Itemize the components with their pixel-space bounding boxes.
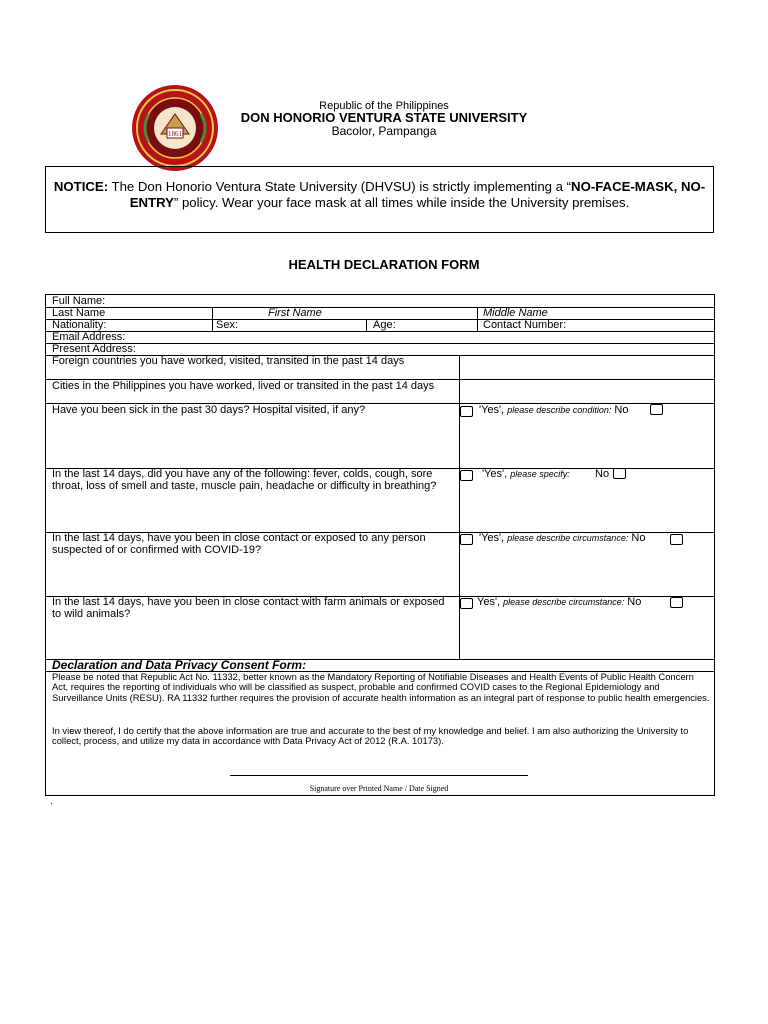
notice-box	[45, 166, 714, 233]
university-name: DON HONORIO VENTURA STATE UNIVERSITY	[240, 110, 528, 125]
last-name-label: Last Name	[52, 307, 106, 319]
notice-text: The Don Honorio Ventura State University (DHVSU) is strictly implementing a “	[108, 179, 572, 194]
question-animals-label: In the last 14 days, have you been in close contact with farm animals or exposed to wild animals?	[52, 596, 445, 620]
question-symptoms-no-checkbox[interactable]	[613, 468, 626, 479]
svg-text:1861: 1861	[168, 130, 182, 138]
question-covid-contact-label: In the last 14 days, have you been in close contact or exposed to any person suspected of or confirmed with COVID-19?	[52, 532, 426, 556]
age-label: Age:	[373, 319, 396, 331]
sex-label: Sex:	[216, 319, 239, 331]
question-symptoms-no-label: No	[595, 468, 610, 480]
declaration-title: Declaration and Data Privacy Consent Form:	[52, 658, 307, 672]
question-animals-yes-checkbox[interactable]	[460, 598, 473, 609]
health-declaration-form	[45, 294, 715, 796]
question-sick-yes-label: 'Yes', please describe condition: No	[479, 404, 629, 416]
footer-mark: .	[50, 796, 53, 807]
declaration-paragraph-2: In view thereof, I do certify that the above information are true and accurate to the best of my knowledge and belief. I am also authorizing the University to collect, process, and utilize my data in accordance with Data Privacy Act of 2012 (R.A. 10173).	[52, 725, 689, 747]
question-symptoms-yes-checkbox[interactable]	[460, 470, 473, 481]
question-symptoms-label: In the last 14 days, did you have any of the following: fever, colds, cough, sore throat, loss of smell and taste, muscle pain, headache or difficulty in breathing?	[52, 468, 437, 492]
signature-caption: Signature over Printed Name / Date Signed	[309, 784, 449, 793]
question-covid-contact-yes-label: 'Yes', please describe circumstance: No	[479, 532, 646, 544]
declaration-paragraph-1: Please be noted that Republic Act No. 11332, better known as the Mandatory Reporting of Notifiable Diseases and Health Events of Public Health Concern Act, requires the reporting of individuals who will be classified as suspect, probable and confirmed COVID cases to the Regional Epidemiology and Surveillance Units (RESU). RA 11332 further requires the provision of accurate health information as an integral part of response to public health emergencies.	[52, 671, 710, 703]
contact-number-label: Contact Number:	[483, 319, 567, 331]
notice-policy: NO-FACE-MASK, NO-ENTRY	[129, 179, 706, 210]
form-title: HEALTH DECLARATION FORM	[288, 257, 480, 272]
first-name-label: First Name	[268, 307, 322, 319]
middle-name-label: Middle Name	[483, 307, 548, 319]
question-sick-yes-checkbox[interactable]	[460, 406, 473, 417]
full-name-label: Full Name:	[52, 295, 106, 307]
email-label: Email Address:	[52, 331, 126, 343]
question-sick-label: Have you been sick in the past 30 days? Hospital visited, if any?	[52, 404, 366, 416]
university-location: Bacolor, Pampanga	[331, 124, 437, 138]
question-animals-yes-label: Yes', please describe circumstance: No	[477, 596, 642, 608]
question-sick-no-checkbox[interactable]	[650, 404, 663, 415]
nationality-label: Nationality:	[52, 319, 107, 331]
question-covid-contact-no-checkbox[interactable]	[670, 534, 683, 545]
foreign-countries-label: Foreign countries you have worked, visited, transited in the past 14 days	[52, 355, 405, 367]
notice-text-after: ” policy. Wear your face mask at all times while inside the University premises.	[173, 195, 630, 210]
signature-line	[230, 775, 528, 776]
cities-philippines-label: Cities in the Philippines you have worked, lived or transited in the past 14 days	[52, 380, 435, 392]
republic-label: Republic of the Philippines	[319, 100, 449, 112]
question-symptoms-yes-label: 'Yes', please specify:	[482, 468, 570, 480]
present-address-label: Present Address:	[52, 343, 136, 355]
question-covid-contact-yes-checkbox[interactable]	[460, 534, 473, 545]
notice-label: NOTICE:	[53, 179, 109, 194]
question-animals-no-checkbox[interactable]	[670, 597, 683, 608]
